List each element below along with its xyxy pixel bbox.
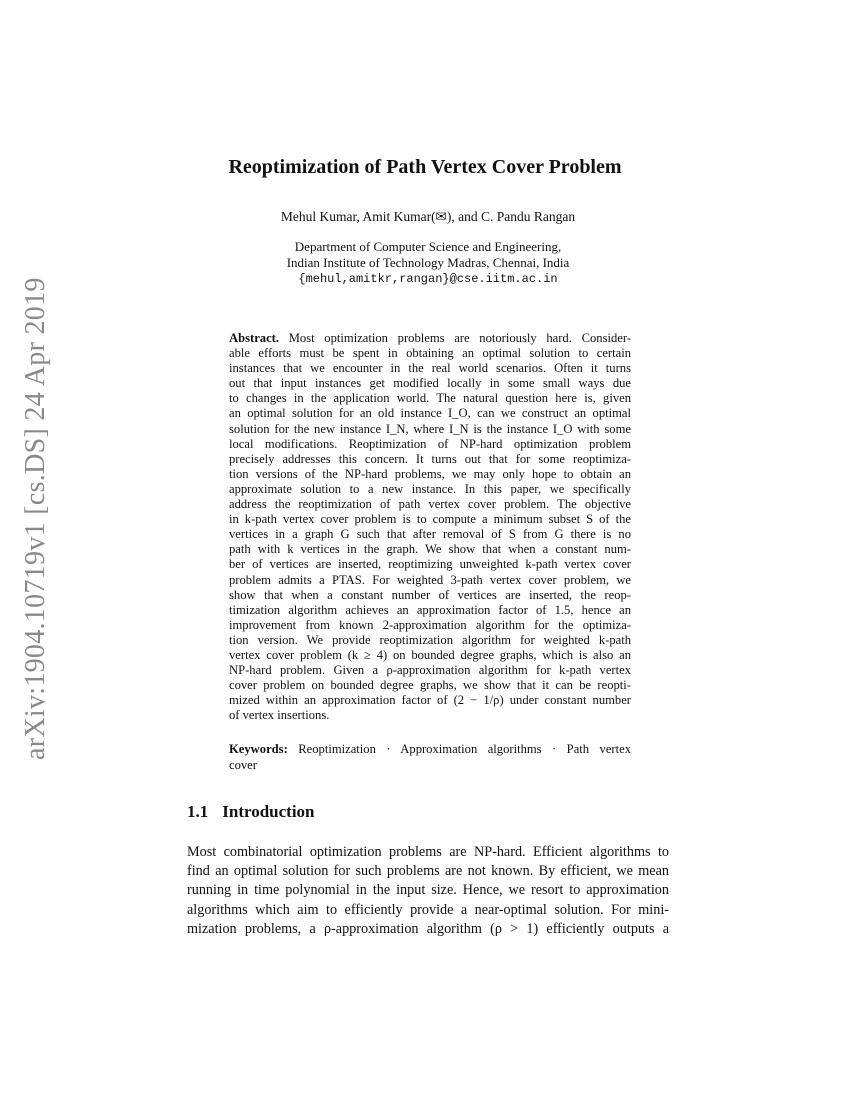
line-text: vertices in a graph G such that after removal of S from G there is no [229, 527, 631, 542]
line-text: an optimal solution for an old instance I_O, can we construct an optimal [229, 406, 631, 421]
line-text: cover [229, 758, 257, 773]
line-text: vertex cover problem (k ≥ 4) on bounded degree graphs, which is also an [229, 647, 631, 662]
line-text: to changes in the application world. The natural question here is, given [229, 391, 631, 406]
text-line [229, 482, 631, 497]
text-line [229, 573, 631, 588]
label: Keywords: [229, 742, 288, 756]
line-text: improvement from known 2-approximation algorithm for the optimiza- [229, 617, 631, 632]
text-line [229, 663, 631, 678]
text-line [229, 678, 631, 693]
line-text: mization problems, a ρ-approximation algorithm (ρ > 1) efficiently outputs a [187, 920, 669, 937]
arxiv-stamp: arXiv:1904.10719v1 [cs.DS] 24 Apr 2019 [20, 277, 51, 760]
line-text: in k-path vertex cover problem is to compute a minimum subset S of the [229, 512, 631, 527]
line-text: running in time polynomial in the input size. Hence, we resort to approximation [187, 882, 669, 899]
section-heading [187, 802, 329, 822]
text-line [229, 633, 631, 648]
text-line [229, 618, 631, 633]
line-text: timization algorithm achieves an approximation factor of 1.5, hence an [229, 602, 631, 617]
line-text: mized within an approximation factor of (2 − 1/ρ) under constant number [229, 693, 631, 708]
label: Abstract. [229, 331, 280, 345]
line-text: show that when a constant number of vertices are inserted, the reop- [229, 587, 631, 602]
line-text: Most combinatorial optimization problems are NP-hard. Efficient algorithms to [187, 844, 669, 860]
keywords [229, 741, 631, 773]
text-line [229, 603, 631, 618]
text-line [229, 437, 631, 452]
line-text: cover problem on bounded degree graphs, we show that it can be reopti- [229, 678, 631, 693]
line-text: approximate solution to a new instance. In this paper, we specifically [229, 481, 631, 496]
text-line [229, 542, 631, 557]
line-text: address the reoptimization of path vertex cover problem. The objective [229, 497, 631, 512]
line-text: out that input instances get modified locally in some small ways due [229, 376, 631, 391]
affiliation-line: Department of Computer Science and Engineering, [294, 239, 562, 254]
email: {mehul,amitkr,rangan}@cse.iitm.ac.in [298, 272, 558, 286]
line-text: able efforts must be spent in obtaining an optimal solution to certain [229, 346, 631, 361]
line-text: find an optimal solution for such problems are not known. By efficient, we mean [187, 863, 669, 880]
text-line [229, 648, 631, 663]
text-line [229, 406, 631, 421]
section-number: 1.1 [187, 802, 209, 821]
text-line [229, 693, 631, 708]
affiliation [0, 239, 850, 287]
text-line [229, 346, 631, 361]
text-line [229, 497, 631, 512]
paper-title: Reoptimization of Path Vertex Cover Problem [228, 156, 622, 178]
line-text: NP-hard problem. Given a ρ-approximation algorithm for k-path vertex [229, 663, 631, 678]
authors: Mehul Kumar, Amit Kumar(✉), and C. Pandu Rangan [280, 209, 576, 224]
line-text: local modifications. Reoptimization of NP-hard optimization problem [229, 436, 631, 451]
text-line [229, 361, 631, 376]
text-line [229, 527, 631, 542]
text-line [187, 843, 669, 862]
line-text: tion versions of the NP-hard problems, we may only hope to obtain an [229, 466, 631, 481]
text-line [229, 452, 631, 467]
text-line [229, 391, 631, 406]
text-line [187, 881, 669, 900]
section-title: Introduction [222, 802, 315, 821]
text-line [229, 376, 631, 391]
line-text: tion version. We provide reoptimization algorithm for weighted k-path [229, 632, 631, 647]
line-text: Reoptimization · Approximation algorithms · Path vertex [298, 742, 631, 756]
text-line [187, 862, 669, 881]
abstract [229, 331, 631, 723]
text-line [229, 708, 631, 723]
line-text: instances that we encounter in the real world scenarios. Often it turns [229, 361, 631, 376]
line-text: solution for the new instance I_N, where I_N is the instance I_O with some [229, 421, 631, 436]
line-text: Most optimization problems are notoriously hard. Consider- [288, 331, 631, 345]
text-line [229, 512, 631, 527]
text-line [229, 757, 631, 773]
text-line [229, 588, 631, 603]
affiliation-line: Indian Institute of Technology Madras, Chennai, India [286, 255, 570, 270]
line-text: path with k vertices in the graph. We show that when a constant num- [229, 542, 631, 557]
text-line [229, 557, 631, 572]
text-line [229, 467, 631, 482]
text-line [229, 741, 631, 757]
text-line [187, 901, 669, 920]
introduction-text [187, 843, 669, 939]
line-text: precisely addresses this concern. It turns out that for some reoptimiza- [229, 451, 631, 466]
line-text: ber of vertices are inserted, reoptimizing unweighted k-path vertex cover [229, 557, 631, 572]
text-line [229, 422, 631, 437]
text-line [229, 331, 631, 346]
text-line [187, 920, 669, 939]
line-text: problem admits a PTAS. For weighted 3-path vertex cover problem, we [229, 572, 631, 587]
line-text: of vertex insertions. [229, 708, 330, 723]
line-text: algorithms which aim to efficiently provide a near-optimal solution. For mini- [187, 901, 669, 918]
